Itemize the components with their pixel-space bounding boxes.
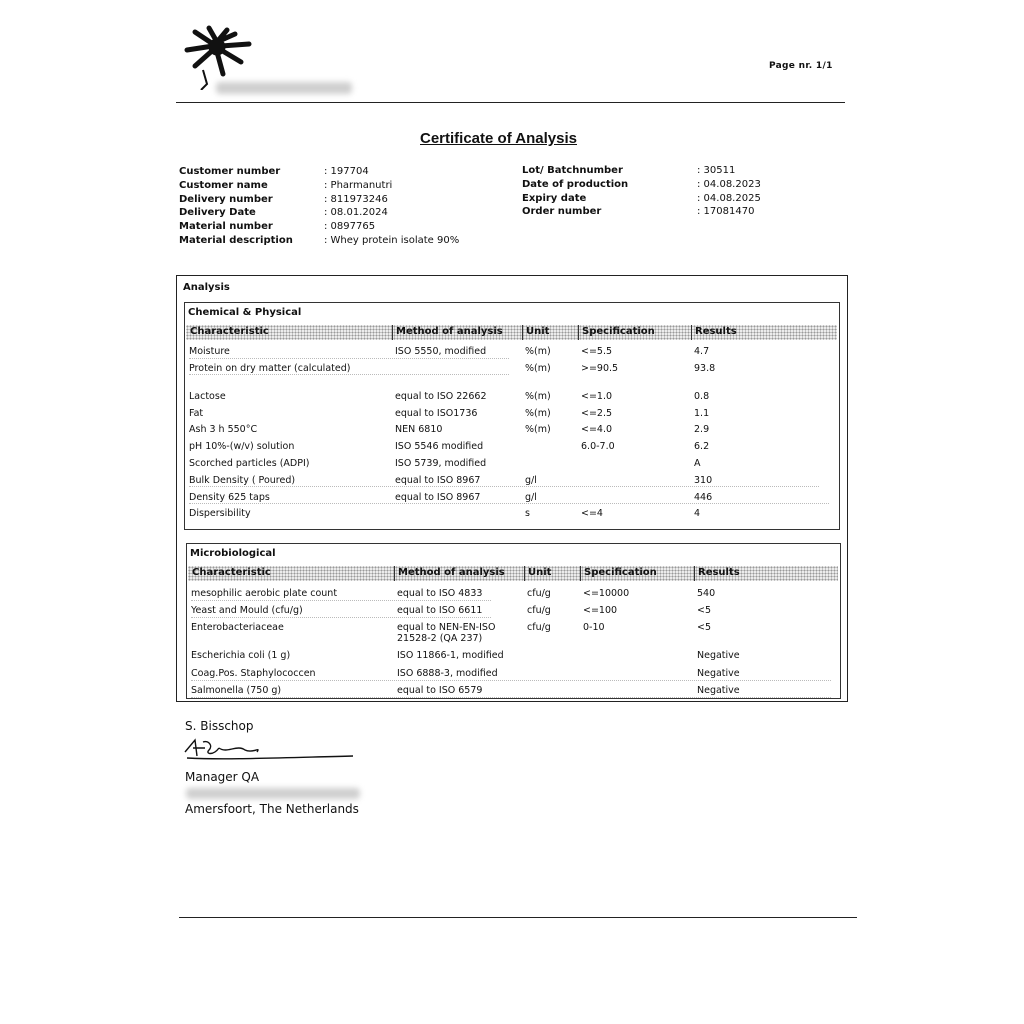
micro-cell: Negative [697,668,740,679]
chemical-cell: %(m) [525,363,551,374]
micro-cell: equal to ISO 6611 [397,605,483,616]
row-divider [191,680,831,681]
info-label: Delivery number [179,193,273,205]
chemical-cell: 446 [694,492,713,503]
chemical-cell: Scorched particles (ADPI) [189,458,310,469]
info-label: Customer number [179,166,281,177]
microbiological-title: Microbiological [190,548,276,559]
column-separator [580,566,581,581]
header-rule [176,102,845,103]
column-header: Characteristic [192,567,271,578]
page-number: Page nr. 1/1 [769,61,833,71]
info-label: Material number [179,221,273,233]
chemical-cell: %(m) [525,346,551,357]
micro-cell: cfu/g [527,588,551,599]
chemical-cell: equal to ISO 8967 [395,492,481,503]
chemical-cell: NEN 6810 [395,424,443,435]
micro-cell: Enterobacteriaceae [191,622,284,633]
micro-cell: ISO 11866-1, modified [397,650,504,661]
chemical-cell: 6.0-7.0 [581,441,615,452]
chemical-cell: 310 [694,475,713,486]
footer-rule [179,917,857,918]
micro-cell: Salmonella (750 g) [191,685,282,696]
micro-cell: <=10000 [583,588,630,599]
info-value: : 08.01.2024 [324,207,388,219]
info-label: Lot/ Batchnumber [522,165,623,176]
chemical-cell: %(m) [525,424,551,435]
column-header: Characteristic [190,326,269,337]
micro-cell: Negative [697,650,740,661]
signatory-location: Amersfoort, The Netherlands [185,802,359,816]
micro-cell: 0-10 [583,622,605,633]
chemical-cell: ISO 5546 modified [395,441,484,452]
chemical-cell: %(m) [525,408,551,419]
chemical-cell: 6.2 [694,441,710,452]
micro-cell: <5 [697,605,712,616]
chemical-cell: 1.1 [694,408,710,419]
column-header: Unit [526,326,550,337]
info-value: : 811973246 [324,193,388,205]
chemical-cell: equal to ISO 8967 [395,475,481,486]
chemical-cell: s [525,508,530,519]
chemical-cell: <=5.5 [581,346,613,357]
chemical-cell: Ash 3 h 550°C [189,424,258,435]
info-label: Expiry date [522,192,587,204]
micro-cell: Negative [697,685,740,696]
chemical-cell: Moisture [189,346,230,357]
chemical-cell: equal to ISO1736 [395,408,478,419]
micro-cell: equal to ISO 4833 [397,588,483,599]
document-title: Certificate of Analysis [420,130,577,147]
column-separator [524,566,525,581]
chemical-cell: 4.7 [694,346,710,357]
row-divider [189,374,509,375]
micro-cell: mesophilic aerobic plate count [191,588,338,599]
micro-cell: <=100 [583,605,618,616]
column-separator [394,566,395,581]
chemical-cell: %(m) [525,391,551,402]
chemical-cell: Bulk Density ( Poured) [189,475,296,486]
chemical-cell: g/l [525,475,537,486]
micro-cell: <5 [697,622,712,633]
micro-cell: equal to ISO 6579 [397,685,483,696]
column-header: Method of analysis [396,326,503,337]
column-separator [691,325,692,340]
chemical-cell: pH 10%-(w/v) solution [189,441,295,452]
chemical-header-row [186,325,837,340]
micro-cell: 540 [697,588,716,599]
chemical-cell: >=90.5 [581,363,619,374]
row-divider [189,358,509,359]
column-separator [522,325,523,340]
column-header: Specification [582,326,655,337]
chemical-cell: Fat [189,408,204,419]
info-label: Material description [179,235,293,246]
chemical-cell: Dispersibility [189,508,251,519]
chemical-cell: Density 625 taps [189,492,270,503]
signatory-role: Manager QA [185,770,260,784]
chemical-cell: 4 [694,508,701,519]
chemical-cell: A [694,458,701,469]
micro-cell: Yeast and Mould (cfu/g) [191,605,303,616]
info-label: Customer name [179,179,268,191]
column-header: Results [698,567,740,578]
column-header: Unit [528,567,552,578]
row-divider [189,503,829,504]
chemical-cell: equal to ISO 22662 [395,391,487,402]
info-value: : Whey protein isolate 90% [324,235,460,246]
company-logo [183,24,255,90]
column-separator [578,325,579,340]
micro-cell: cfu/g [527,605,551,616]
chemical-cell: 0.8 [694,391,710,402]
info-label: Order number [522,206,602,218]
row-divider [191,617,491,618]
info-value: : 0897765 [324,221,376,233]
micro-cell: 21528-2 (QA 237) [397,633,483,644]
chemical-cell: 93.8 [694,363,716,374]
micro-cell: equal to NEN-EN-ISO [397,622,496,633]
info-value: : 197704 [324,166,369,177]
info-value: : Pharmanutri [324,179,393,191]
chemical-cell: ISO 5739, modified [395,458,487,469]
info-value: : 30511 [697,165,736,176]
micro-cell: ISO 6888-3, modified [397,668,498,679]
info-label: Date of production [522,178,629,190]
info-value: : 17081470 [697,206,755,218]
micro-cell: Coag.Pos. Staphylococcen [191,668,316,679]
chemical-cell: <=4.0 [581,424,613,435]
micro-cell: cfu/g [527,622,551,633]
row-divider [191,600,491,601]
chemical-cell: g/l [525,492,537,503]
column-header: Results [695,326,737,337]
chemical-cell: 2.9 [694,424,710,435]
chemical-cell: <=1.0 [581,391,613,402]
chemical-cell: Protein on dry matter (calculated) [189,363,351,374]
column-separator [694,566,695,581]
row-divider [191,697,831,698]
column-header: Method of analysis [398,567,505,578]
info-value: : 04.08.2023 [697,178,761,190]
info-value: : 04.08.2025 [697,192,761,204]
micro-header-row [188,566,838,581]
chemical-cell: ISO 5550, modified [395,346,487,357]
column-separator [392,325,393,340]
chemical-cell: <=4 [581,508,603,519]
micro-cell: Escherichia coli (1 g) [191,650,291,661]
column-header: Specification [584,567,657,578]
chemical-physical-title: Chemical & Physical [188,307,302,318]
signatory-name: S. Bisschop [185,719,254,733]
handwritten-signature [183,738,355,766]
chemical-cell: <=2.5 [581,408,613,419]
chemical-cell: Lactose [189,391,226,402]
analysis-title: Analysis [183,282,230,293]
info-label: Delivery Date [179,207,256,219]
company-address-redacted [186,788,360,799]
row-divider [189,486,819,487]
company-name-redacted [216,82,352,94]
